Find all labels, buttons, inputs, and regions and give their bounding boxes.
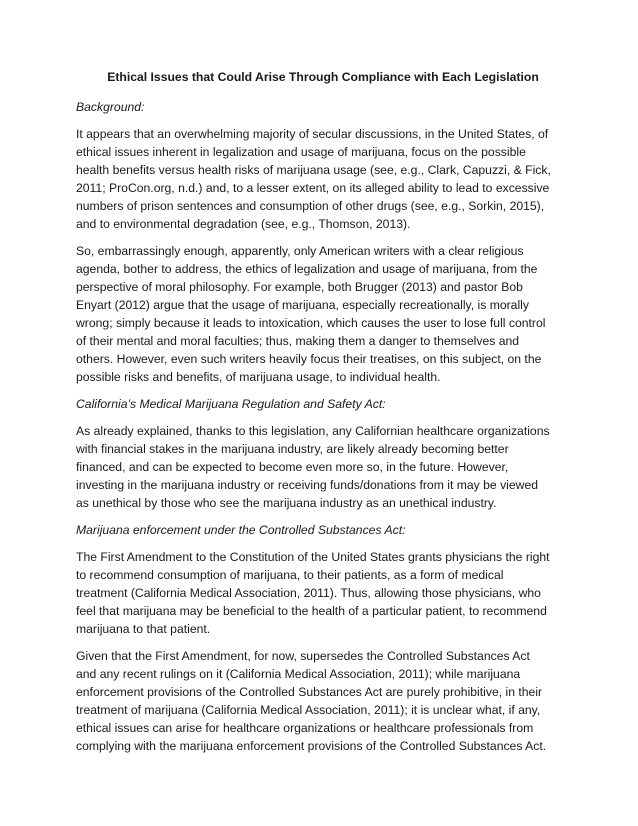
paragraph-line: wrong; simply because it leads to intoxication, which causes the user to lose full control (76, 316, 546, 330)
paragraph (76, 242, 570, 386)
paragraph-line: investing in the marijuana industry or receiving funds/donations from it may be viewed (76, 478, 539, 492)
paragraph-line: treatment of marijuana (California Medical Association, 2011); it is unclear what, if any, (76, 703, 541, 717)
paragraph-line: numbers of prison sentences and consumption of other drugs (see, e.g., Sorkin, 2015), (76, 199, 545, 213)
document-title: Ethical Issues that Could Arise Through Compliance with Each Legislation (107, 70, 539, 84)
paragraph-line: agenda, bother to address, the ethics of legalization and usage of marijuana, from the (76, 262, 538, 276)
paragraph-line: treatment (California Medical Association, 2011). Thus, allowing those physicians, who (76, 586, 541, 600)
paragraph-line: as unethical by those who see the marijuana industry as an unethical industry. (76, 496, 497, 510)
paragraph-line: feel that marijuana may be beneficial to the health of a particular patient, to recommend (76, 604, 547, 618)
paragraph-line: marijuana to that patient. (76, 622, 211, 636)
paragraph (76, 125, 570, 233)
paragraph-line: ethical issues inherent in legalization and usage of marijuana, focus on the possible (76, 145, 526, 159)
paragraph-line: with financial stakes in the marijuana industry, are likely already becoming better (76, 442, 509, 456)
paragraph-line: of their mental and moral faculties; thus, making them a danger to themselves and (76, 334, 520, 348)
enforcement-heading: Marijuana enforcement under the Controlled Substances Act: (76, 523, 406, 537)
paragraph-line: financed, and can be expected to become even more so, in the future. However, (76, 460, 509, 474)
paragraph-line: ethical issues can arise for healthcare organizations or healthcare professionals from (76, 721, 534, 735)
paragraph-line: It appears that an overwhelming majority of secular discussions, in the United States, of (76, 127, 549, 141)
paragraph (76, 647, 570, 755)
paragraph-line: Given that the First Amendment, for now, supersedes the Controlled Substances Act (76, 649, 530, 663)
paragraph-line: perspective of moral philosophy. For example, both Brugger (2013) and pastor Bob (76, 280, 523, 294)
paragraph-line: and any recent rulings on it (California Medical Association, 2011); while marijuana (76, 667, 521, 681)
paragraph-line: enforcement provisions of the Controlled Substances Act are purely prohibitive, in their (76, 685, 543, 699)
paragraph-line: So, embarrassingly enough, apparently, only American writers with a clear religious (76, 244, 524, 258)
document-page (76, 68, 570, 764)
paragraph-line: As already explained, thanks to this legislation, any Californian healthcare organizations (76, 424, 550, 438)
paragraph-line: and to environmental degradation (see, e.g., Thomson, 2013). (76, 217, 411, 231)
paragraph-line: 2011; ProCon.org, n.d.) and, to a lesser extent, on its alleged ability to lead to excessive (76, 181, 550, 195)
paragraph-line: The First Amendment to the Constitution of the United States grants physicians the right (76, 550, 550, 564)
paragraph (76, 422, 570, 512)
paragraph-line: possible risks and benefits, of marijuana usage, to individual health. (76, 370, 441, 384)
document-body (76, 98, 570, 755)
paragraph-line: complying with the marijuana enforcement provisions of the Controlled Substances Act. (76, 739, 547, 753)
background-heading: Background: (76, 100, 145, 114)
paragraph-line: to recommend consumption of marijuana, to their patients, as a form of medical (76, 568, 504, 582)
california-act-heading: California’s Medical Marijuana Regulation and Safety Act: (76, 397, 386, 411)
paragraph-line: health benefits versus health risks of marijuana usage (see, e.g., Clark, Capuzzi, & Fick, (76, 163, 551, 177)
paragraph-line: Enyart (2012) argue that the usage of marijuana, especially recreationally, is morally (76, 298, 529, 312)
paragraph (76, 548, 570, 638)
paragraph-line: others. However, even such writers heavily focus their treatises, on this subject, on the (76, 352, 542, 366)
